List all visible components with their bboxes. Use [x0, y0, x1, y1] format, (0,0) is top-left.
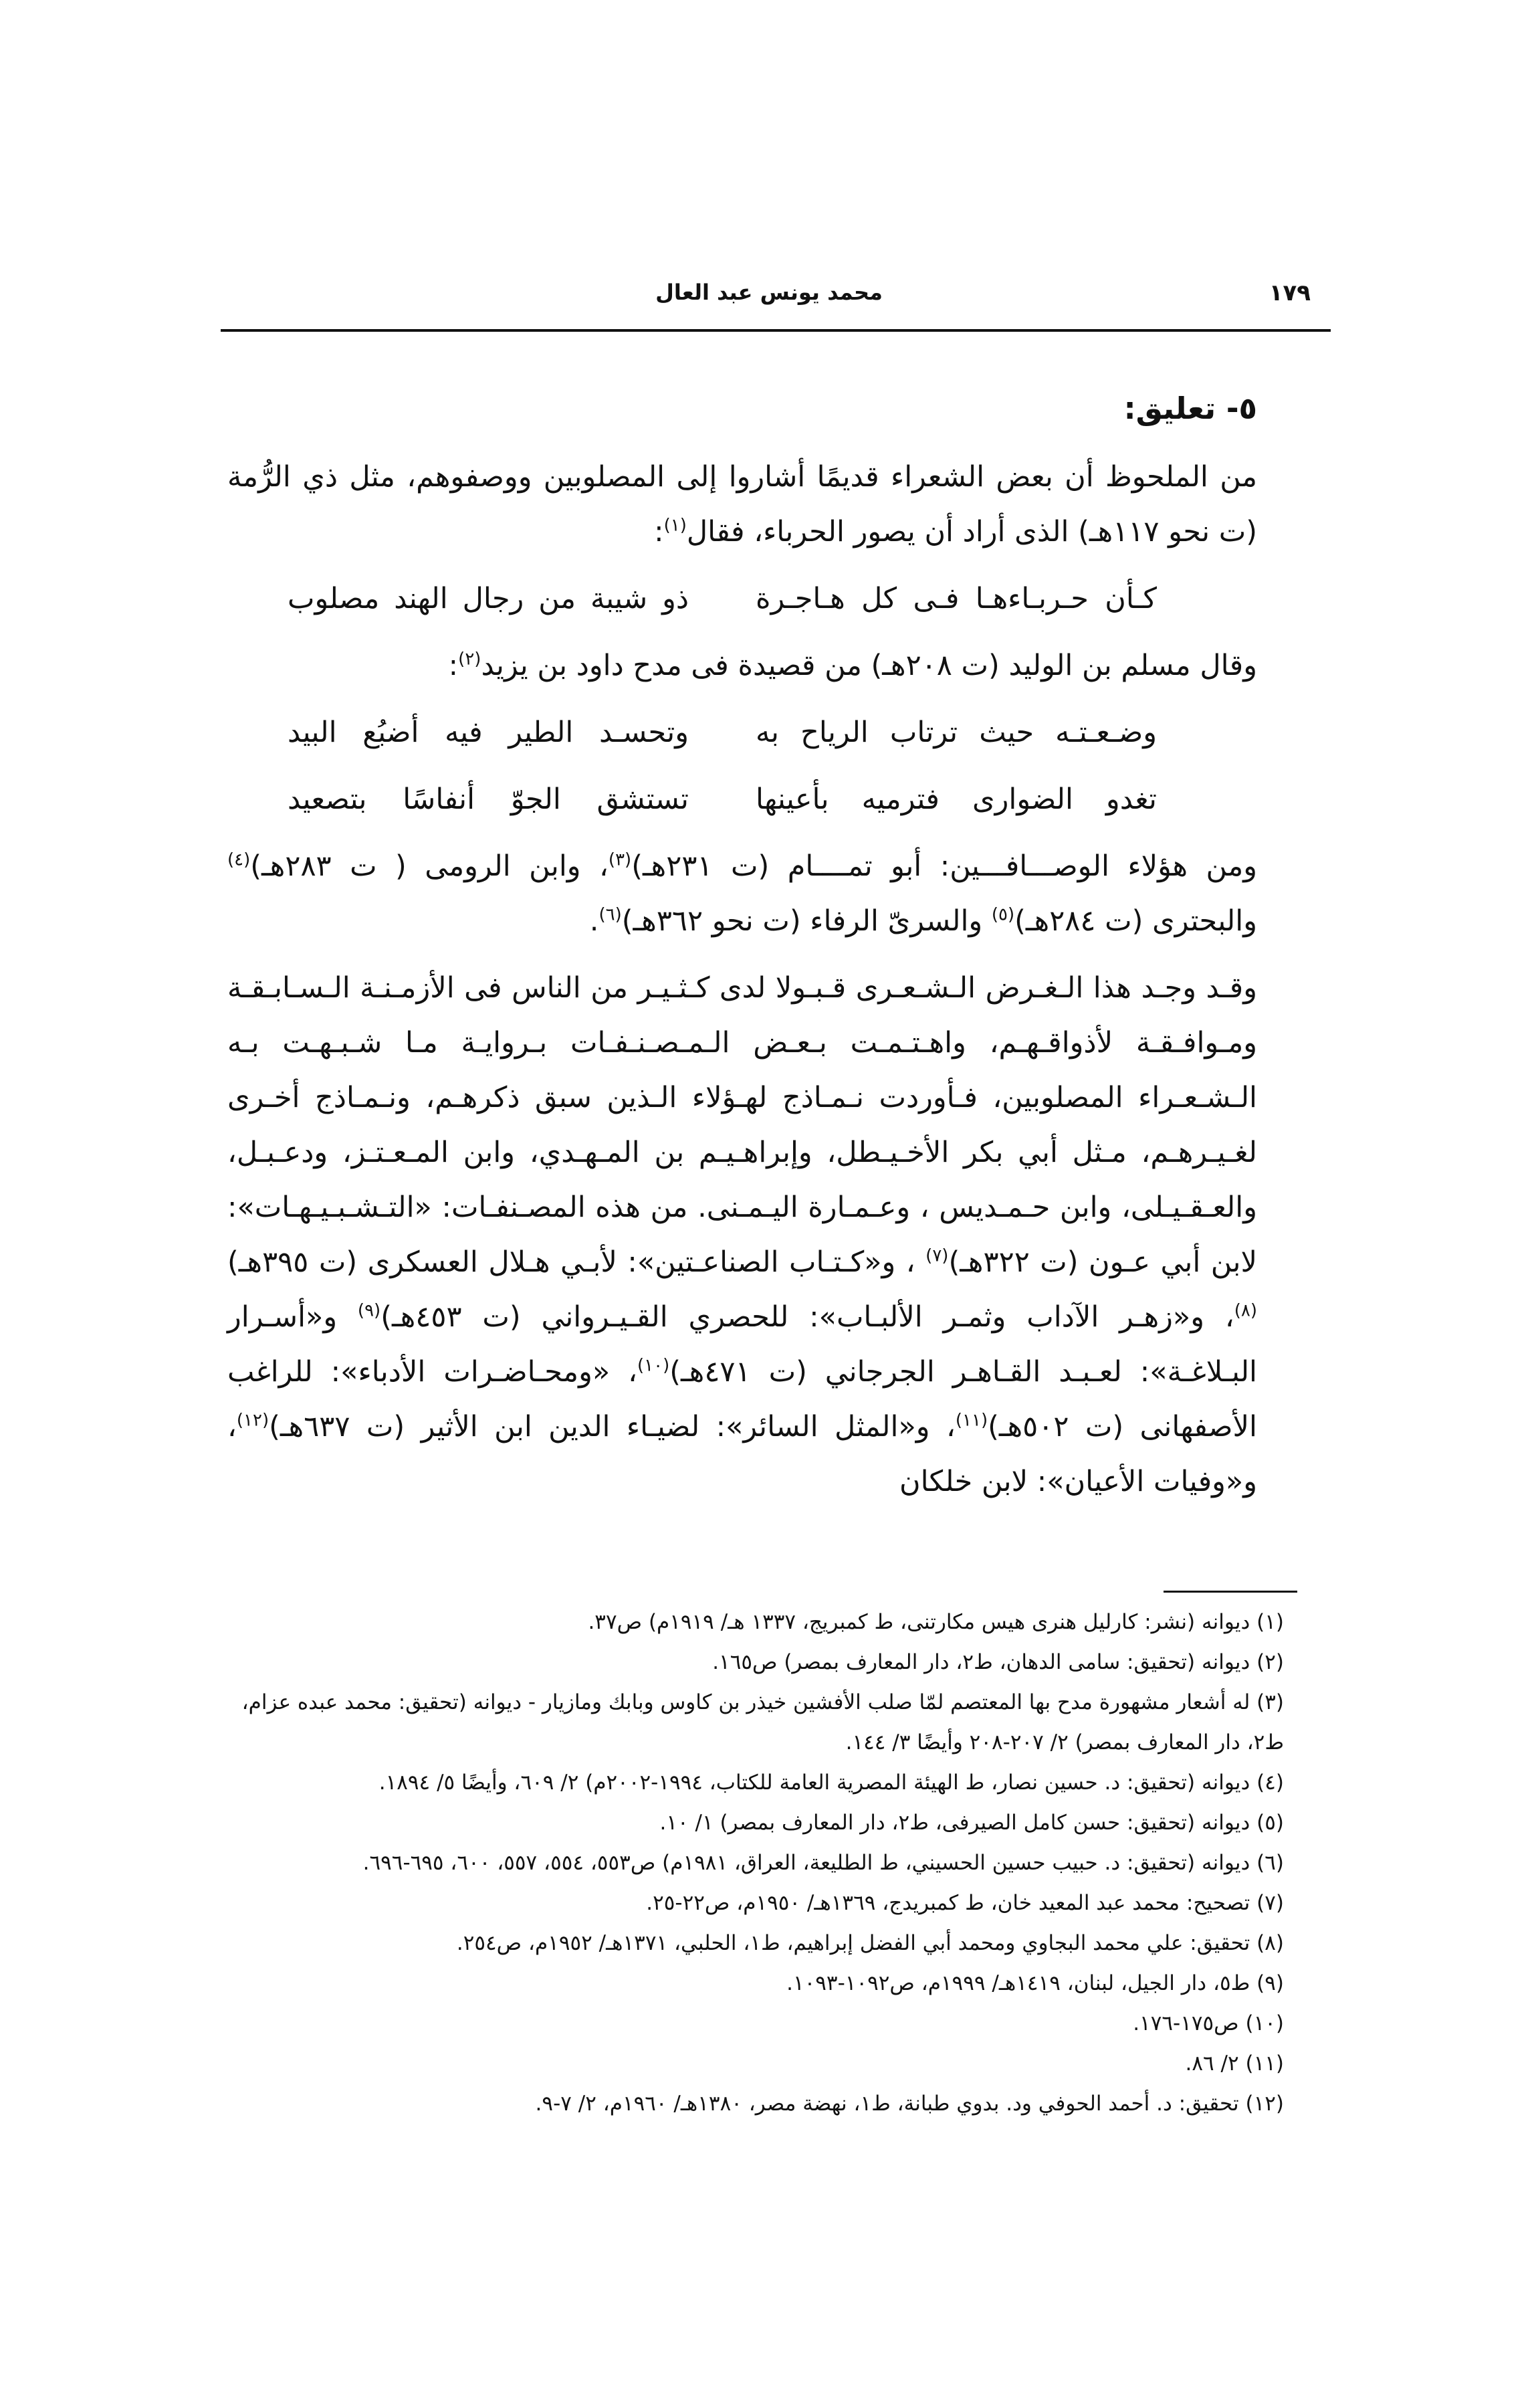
paragraph-4 — [227, 961, 1257, 1509]
footnote-ref-2: (٢) — [458, 649, 481, 670]
paragraph-1-tail: : — [654, 515, 664, 548]
paragraph-2 — [227, 638, 1257, 693]
footnote-ref-6: (٦) — [598, 904, 622, 925]
paragraph-3-part-a: ومن هؤلاء الوصـــافـــين: أبو تمــــام (ت ٢٣١هـ) — [631, 849, 1257, 883]
paragraph-3-part-e: . — [589, 904, 599, 938]
footnote-ref-9: (٩) — [357, 1300, 381, 1321]
footnote-4: (٤) ديوانه (تحقيق: د. حسين نصار، ط الهيئة المصرية العامة للكتاب، ١٩٩٤-٢٠٠٢م) ٢/ ٦٠٩، وأيضًا ٥/ ١٨٩٤. — [378, 1771, 1284, 1795]
footnote-8: (٨) تحقيق: علي محمد البجاوي ومحمد أبي الفضل إبراهيم، ط١، الحلبي، ١٣٧١هـ/ ١٩٥٢م، ص٢٥٤. — [456, 1931, 1284, 1955]
footnote-ref-3: (٣) — [608, 849, 632, 870]
page-number: ١٧٩ — [1269, 280, 1311, 306]
paragraph-1-text: من الملحوظ أن بعض الشعراء قديمًا أشاروا إلى المصلوبين ووصفوهم، مثل ذي الرُّمة (ت نحو ١١٧هـ) الذى أراد أن يصور الحرباء، فقال — [227, 460, 1257, 548]
header-rule — [221, 329, 1331, 332]
footnote-10: (١٠) ص١٧٥-١٧٦. — [1133, 2011, 1284, 2035]
paragraph-3-part-d: والسرىّ الرفاء (ت نحو ٣٦٢هـ) — [621, 904, 992, 938]
paragraph-4-part-b: ، و«كـتـاب الصناعـتين»: لأبـي هـلال العسكرى (ت ٣٩٥هـ) — [227, 1245, 926, 1279]
footnote-ref-1: (١) — [663, 515, 687, 536]
paragraph-3 — [227, 839, 1257, 948]
footnote-ref-12: (١٢) — [236, 1410, 269, 1431]
paragraph-4-part-a: وقـد وجـد هذا الـغـرض الـشـعـرى قـبـولا لدى كـثـيـر من الناس فى الأزمـنـة الـسـابـقـة ومـوافـقـة لأذواقـهـم، واهـتـمـت بـعـض الـمـصـنـفـات بـروايـة مـا شـبـهـت بـه الـشـعـراء المصلوبين، فـأوردت نـمـاذج لهـؤلاء الـذين سبق ذكرهـم، ونـمـاذج أخـرى لغـيـرهـم، مـثل أبي بكر الأخـيـطل، وإبراهـيـم بن المـهـدي، وابن المـعـتـز، ودعـبـل، والعـقـيـلى، وابن حـمـديس ، وعـمـارة اليـمـنى. من هذه المصـنفـات: «التـشـبـيـهـات»: لابن أبي عـون (ت ٣٢٢هـ) — [227, 971, 1257, 1279]
paragraph-4-part-g: ، و«وفيات الأعيان»: لابن خلكان — [227, 1410, 1257, 1498]
footnote-12: (١٢) تحقيق: د. أحمد الحوفي ود. بدوي طبانة، ط١، نهضة مصر، ١٣٨٠هـ/ ١٩٦٠م، ٢/ ٧-٩. — [535, 2092, 1284, 2116]
footnote-6: (٦) ديوانه (تحقيق: د. حبيب حسين الحسيني، ط الطليعة، العراق، ١٩٨١م) ص٥٥٣، ٥٥٤، ٥٥٧، ٦٠٠، ٦٩٥-٦٩٦. — [362, 1851, 1284, 1875]
footnote-9: (٩) ط٥، دار الجيل، لبنان، ١٤١٩هـ/ ١٩٩٩م، ص١٠٩٢-١٠٩٣. — [786, 1971, 1284, 1995]
paragraph-4-part-e: ، «ومحـاضـرات الأدباء»: للراغب الأصفهانى (ت ٥٠٢هـ) — [227, 1355, 1257, 1443]
footnotes — [241, 1602, 1284, 2124]
footnote-7: (٧) تصحيح: محمد عبد المعيد خان، ط كمبريدج، ١٣٦٩هـ/ ١٩٥٠م، ص٢٢-٢٥. — [646, 1891, 1284, 1915]
footnote-rule — [1164, 1591, 1297, 1593]
paragraph-4-part-f: ، و«المثل السائر»: لضيـاء الدين ابن الأثير (ت ٦٣٧هـ) — [269, 1410, 956, 1443]
verse-3-second-hemistich: تستشق الجوّ أنفاسًا بتصعيد — [288, 783, 689, 816]
paragraph-3-part-b: ، وابن الرومى ( ت ٢٨٣هـ) — [250, 849, 609, 883]
footnote-1: (١) ديوانه (نشر: كارليل هنرى هيس مكارتنى، ط كمبريج، ١٣٣٧ هـ/ ١٩١٩م) ص٣٧. — [588, 1610, 1284, 1634]
main-text — [227, 381, 1257, 1521]
footnote-2: (٢) ديوانه (تحقيق: سامى الدهان، ط٢، دار المعارف بمصر) ص١٦٥. — [712, 1650, 1284, 1674]
running-header — [221, 280, 1317, 320]
paragraph-1 — [227, 449, 1257, 559]
footnote-ref-10: (١٠) — [637, 1355, 670, 1376]
footnote-3: (٣) له أشعار مشهورة مدح بها المعتصم لمّا صلب الأفشين خيذر بن كاوس وبابك ومازيار - ديوانه (تحقيق: محمد عبده عزام، ط٢، دار المعارف بمصر) ٢/ ٢٠٧-٢٠٨ وأيضًا ٣/ ١٤٤. — [241, 1690, 1284, 1754]
footnote-ref-5: (٥) — [991, 904, 1015, 925]
verse-2-second-hemistich: وتحسـد الطير فيه أضبُع البيد — [288, 716, 689, 749]
paragraph-2-tail: : — [448, 649, 459, 682]
verse-3-first-hemistich: تغدو الضوارى فترميه بأعينها — [756, 783, 1157, 816]
footnote-ref-7: (٧) — [925, 1245, 949, 1266]
footnote-ref-4: (٤) — [227, 849, 251, 870]
verse-2-first-hemistich: وضـعـتـه حيث ترتاب الرياح به — [756, 716, 1157, 749]
verse-1-second-hemistich: ذو شيبة من رجال الهند مصلوب — [288, 582, 689, 615]
footnote-ref-8: (٨) — [1234, 1300, 1257, 1321]
footnote-5: (٥) ديوانه (تحقيق: حسن كامل الصيرفى، ط٢، دار المعارف بمصر) ١/ ١٠. — [659, 1811, 1284, 1835]
verse-3 — [288, 772, 1197, 827]
paragraph-3-part-c: والبحترى (ت ٢٨٤هـ) — [1014, 904, 1257, 938]
verse-2 — [288, 705, 1197, 760]
paragraph-4-part-c: ، و«زهـر الآداب وثمـر الألبـاب»: للحصري القـيـرواني (ت ٤٥٣هـ) — [380, 1300, 1234, 1334]
paragraph-4-part-d: و«أسـرار البـلاغـة»: لعـبـد القـاهـر الجرجاني (ت ٤٧١هـ) — [227, 1300, 1257, 1389]
verse-1 — [288, 571, 1197, 626]
paragraph-2-text: وقال مسلم بن الوليد (ت ٢٠٨هـ) من قصيدة فى مدح داود بن يزيد — [481, 649, 1257, 682]
footnote-ref-11: (١١) — [955, 1410, 988, 1431]
section-title: ٥- تعليق: — [1123, 391, 1257, 426]
verse-1-first-hemistich: كـأن حـربـاءهـا فـى كل هـاجـرة — [756, 582, 1157, 615]
footnote-11: (١١) ٢/ ٨٦. — [1185, 2051, 1284, 2076]
running-header-author: محمد يونس عبد العال — [655, 280, 883, 305]
